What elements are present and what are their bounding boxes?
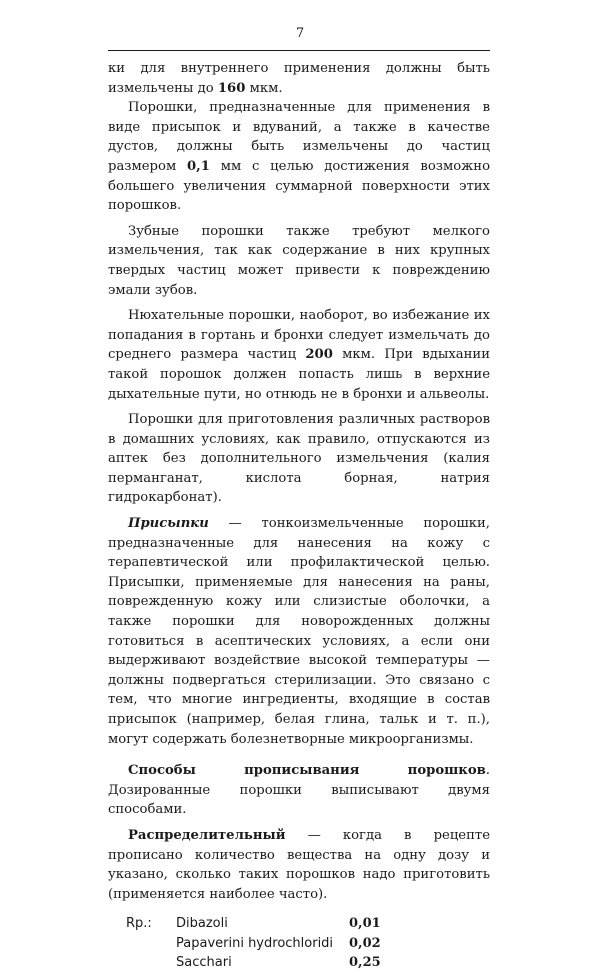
- ingredient-dose: 0,01: [349, 916, 381, 932]
- paragraph-6: [108, 514, 490, 749]
- size-value: 200: [305, 347, 333, 363]
- paragraph-text: Нюхательные порошки, наоборот, во избежание их попадания в гортань и бронхи следует измельчать до среднего размера частиц: [108, 308, 490, 363]
- ingredient-name: Papaverini hydrochloridi: [176, 935, 334, 951]
- paragraph-text: Порошки, предназначенные для применения в виде присыпок и вдуваний, а также в качестве дустов, должны быть измельчены до частиц размером: [108, 100, 490, 174]
- ingredient-name: Sacchari: [176, 955, 232, 971]
- prescription-block: [108, 914, 490, 972]
- size-value: 160: [217, 80, 246, 96]
- header-rule: [108, 50, 490, 51]
- paragraph-2: [108, 98, 490, 216]
- page-number: 7: [295, 26, 305, 41]
- paragraph-3: Зубные порошки также требуют мелкого измельчения, так как содержание в них крупных твердых частиц может привести к повреждению эмали зубов.: [108, 223, 490, 298]
- ingredient-name: Dibazoli: [176, 916, 228, 932]
- ingredient-dose: 0,25: [349, 955, 381, 971]
- prescription-row: [108, 914, 490, 933]
- section-heading: Способы прописывания порошков: [128, 763, 486, 779]
- term-heading: Распределительный: [128, 827, 286, 843]
- paragraph-text: ки для внутреннего применения должны быть измельчены до: [108, 61, 490, 96]
- term-heading: Присыпки: [128, 516, 209, 532]
- paragraph-text: мм с целью достижения возможно большего увеличения суммарной поверхности этих порошков.: [108, 158, 491, 214]
- recipe-prefix: Rp.:: [126, 916, 152, 932]
- paragraph-text: мкм.: [245, 80, 283, 96]
- prescription-row: [108, 934, 490, 953]
- paragraph-text: — тонкоизмельченные порошки, предназначенные для нанесения на кожу с терапевтической или профилактической целью. Присыпки, применяемые для нанесения на раны, поврежденную кожу или слизистые оболочки, а также порошки для новорожденных должны готовиться в асептических условиях, а если они выдерживают воздействие высокой температуры — должны подвергаться стерилизации. Это связано с тем, что многие ингредиенты, входящие в состав присыпок (например, белая глина, тальк и т. п.), могут содержать болезнетворные микроорганизмы.: [108, 516, 490, 747]
- paragraph-text: мкм. При вдыхании такой порошок должен попасть лишь в верхние дыхательные пути, но отнюдь не в бронхи и альвеолы.: [108, 347, 491, 402]
- prescription-row: [108, 953, 490, 972]
- paragraph-1: [108, 59, 490, 98]
- paragraph-text: — когда в рецепте прописано количество вещества на одну дозу и указано, сколько таких порошков надо приготовить (применяется наиболее часто).: [108, 827, 490, 902]
- paragraph-5: Порошки для приготовления различных растворов в домашних условиях, как правило, отпускаются из аптек без дополнительного измельчения (калия перманганат, кислота борная, натрия гидрокарбонат).: [108, 412, 490, 506]
- paragraph-8: [108, 826, 490, 904]
- paragraph-7: [108, 761, 490, 820]
- paragraph-4: [108, 306, 490, 404]
- page-body: [108, 59, 490, 973]
- paragraph-text: . Дозированные порошки выписывают двумя способами.: [108, 763, 490, 818]
- size-value: 0,1: [186, 158, 210, 174]
- ingredient-dose: 0,02: [349, 935, 381, 951]
